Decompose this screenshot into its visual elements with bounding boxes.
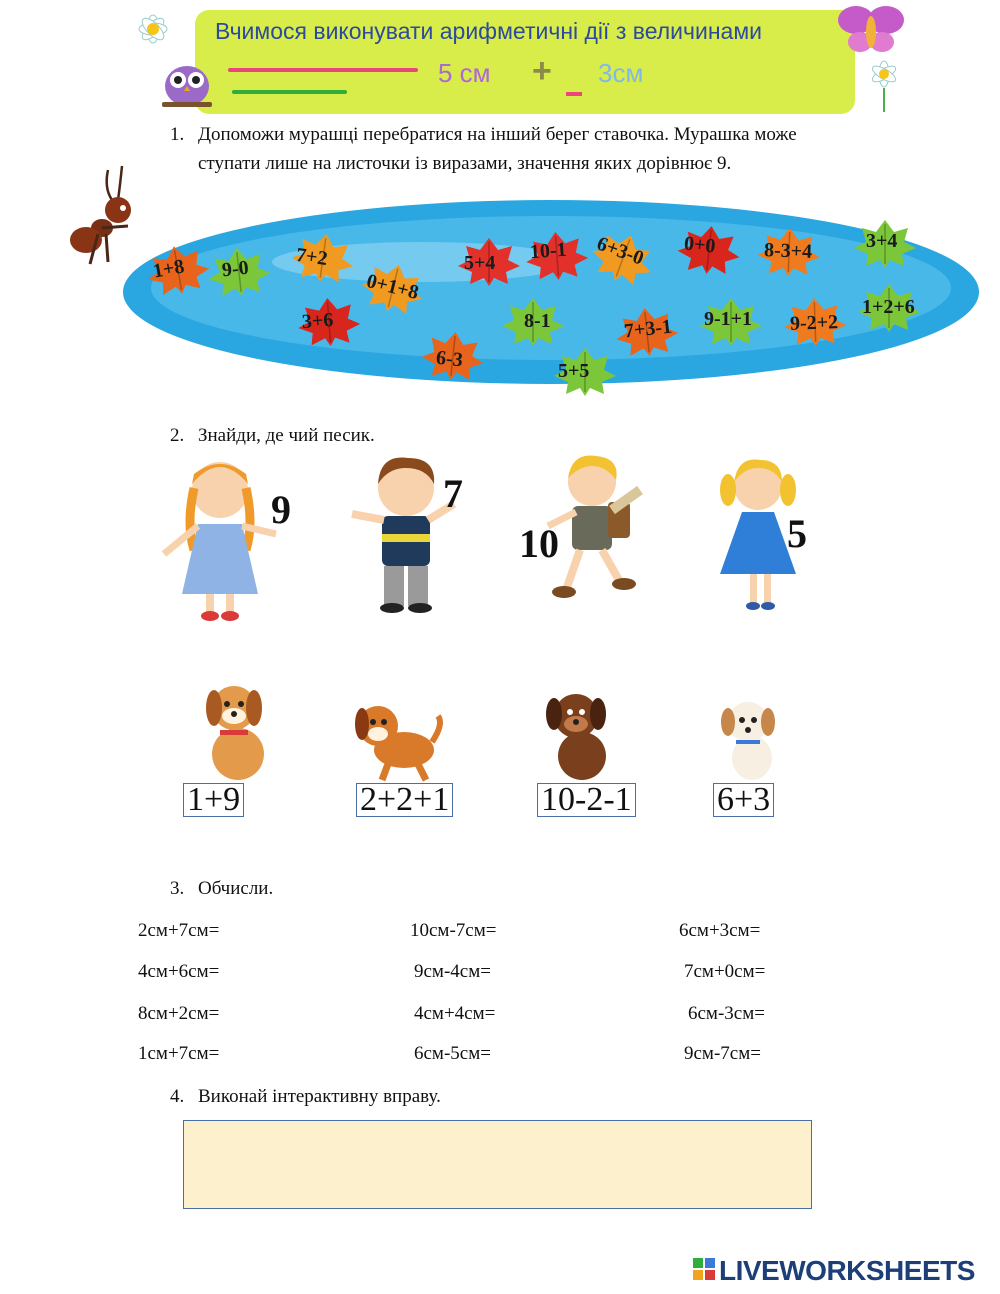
- kid-number-1: 9: [271, 487, 291, 532]
- task2-text: Знайди, де чий песик.: [198, 425, 375, 446]
- calc-r3-c2: 4см+4см=: [414, 1003, 496, 1024]
- interactive-exercise-box[interactable]: [183, 1120, 812, 1209]
- liveworksheets-logo-text: LIVEWORKSHEETS: [719, 1255, 975, 1286]
- leaf-expression[interactable]: 5+5: [558, 360, 590, 382]
- page-title: Вчимося виконувати арифметичні дії з величинами: [215, 18, 763, 44]
- banner-plus: +: [532, 52, 552, 90]
- leaf-expression[interactable]: 0+0: [682, 232, 717, 258]
- calc-r4-c1: 1см+7см=: [138, 1043, 220, 1064]
- leaves-layer: [0, 0, 1000, 420]
- leaf-expression[interactable]: 1+8: [151, 255, 186, 283]
- kid-number-2: 7: [443, 471, 463, 516]
- kid-number-4: 5: [787, 511, 807, 556]
- leaf-expression[interactable]: 1+2+6: [862, 296, 915, 318]
- task2-number: 2.: [170, 425, 185, 446]
- leaf-expression[interactable]: 3+6: [301, 308, 335, 334]
- dog-sitting-icon: [196, 674, 278, 784]
- task3-instructions: [170, 874, 273, 903]
- leaf-expression[interactable]: 0+1+8: [364, 269, 421, 305]
- calc-r4-c2: 6см-5см=: [414, 1043, 491, 1064]
- calc-r2-c3: 7см+0см=: [684, 961, 766, 982]
- leaf-expression[interactable]: 6+3-0: [593, 232, 647, 270]
- calc-r2-c2: 9см-4см=: [414, 961, 491, 982]
- dog-expression-4: 6+3: [713, 783, 774, 817]
- calc-r3-c1: 8см+2см=: [138, 1003, 220, 1024]
- dog-expression-1: 1+9: [183, 783, 244, 817]
- leaf-expression[interactable]: 3+4: [866, 230, 898, 252]
- dog-running-icon: [348, 694, 444, 784]
- task1-text-line1: Допоможи мурашці перебратися на інший берег ставочка. Мурашка може: [198, 124, 797, 145]
- task2-instructions: [170, 421, 375, 450]
- dog-brown-icon: [540, 684, 620, 784]
- leaf-expression[interactable]: 9-0: [220, 256, 250, 282]
- task3-number: 3.: [170, 878, 185, 899]
- girl-blue-dress-icon: [160, 454, 280, 624]
- leaf-expression[interactable]: 8-3+4: [763, 239, 813, 263]
- liveworksheets-logo-icon: [693, 1258, 715, 1280]
- task3-text: Обчисли.: [198, 878, 274, 899]
- task4-number: 4.: [170, 1086, 185, 1107]
- task4-text: Виконай інтерактивну вправу.: [198, 1086, 441, 1107]
- dog-expression-2: 2+2+1: [356, 783, 453, 817]
- leaf-expression[interactable]: 10-1: [529, 238, 568, 264]
- calc-r4-c3: 9см-7см=: [684, 1043, 761, 1064]
- calc-r1-c2: 10см-7см=: [410, 920, 497, 941]
- leaf-expression[interactable]: 7+2: [294, 243, 329, 271]
- calc-r1-c1: 2см+7см=: [138, 920, 220, 941]
- leaf-expression[interactable]: 5+4: [464, 252, 496, 274]
- task4-instructions: [170, 1082, 441, 1111]
- leaf-expression[interactable]: 8-1: [524, 310, 551, 332]
- task1-text-line2: ступати лише на листочки із виразами, значення яких дорівнює 9.: [198, 153, 732, 174]
- banner-term-b: 3см: [598, 58, 644, 88]
- calc-r1-c3: 6см+3см=: [679, 920, 761, 941]
- task1-number: 1.: [170, 124, 185, 145]
- leaf-expression[interactable]: 7+3-1: [622, 315, 674, 343]
- kid-number-3: 10: [519, 521, 559, 566]
- banner-term-a: 5 см: [438, 58, 491, 88]
- dog-white-icon: [716, 694, 786, 784]
- calc-r3-c3: 6см-3см=: [688, 1003, 765, 1024]
- calc-r2-c1: 4см+6см=: [138, 961, 220, 982]
- leaf-expression[interactable]: 9-1+1: [704, 308, 753, 330]
- leaf-expression[interactable]: 9-2+2: [789, 311, 839, 335]
- dog-expression-3: 10-2-1: [537, 783, 636, 817]
- leaf-expression[interactable]: 6-3: [434, 346, 464, 372]
